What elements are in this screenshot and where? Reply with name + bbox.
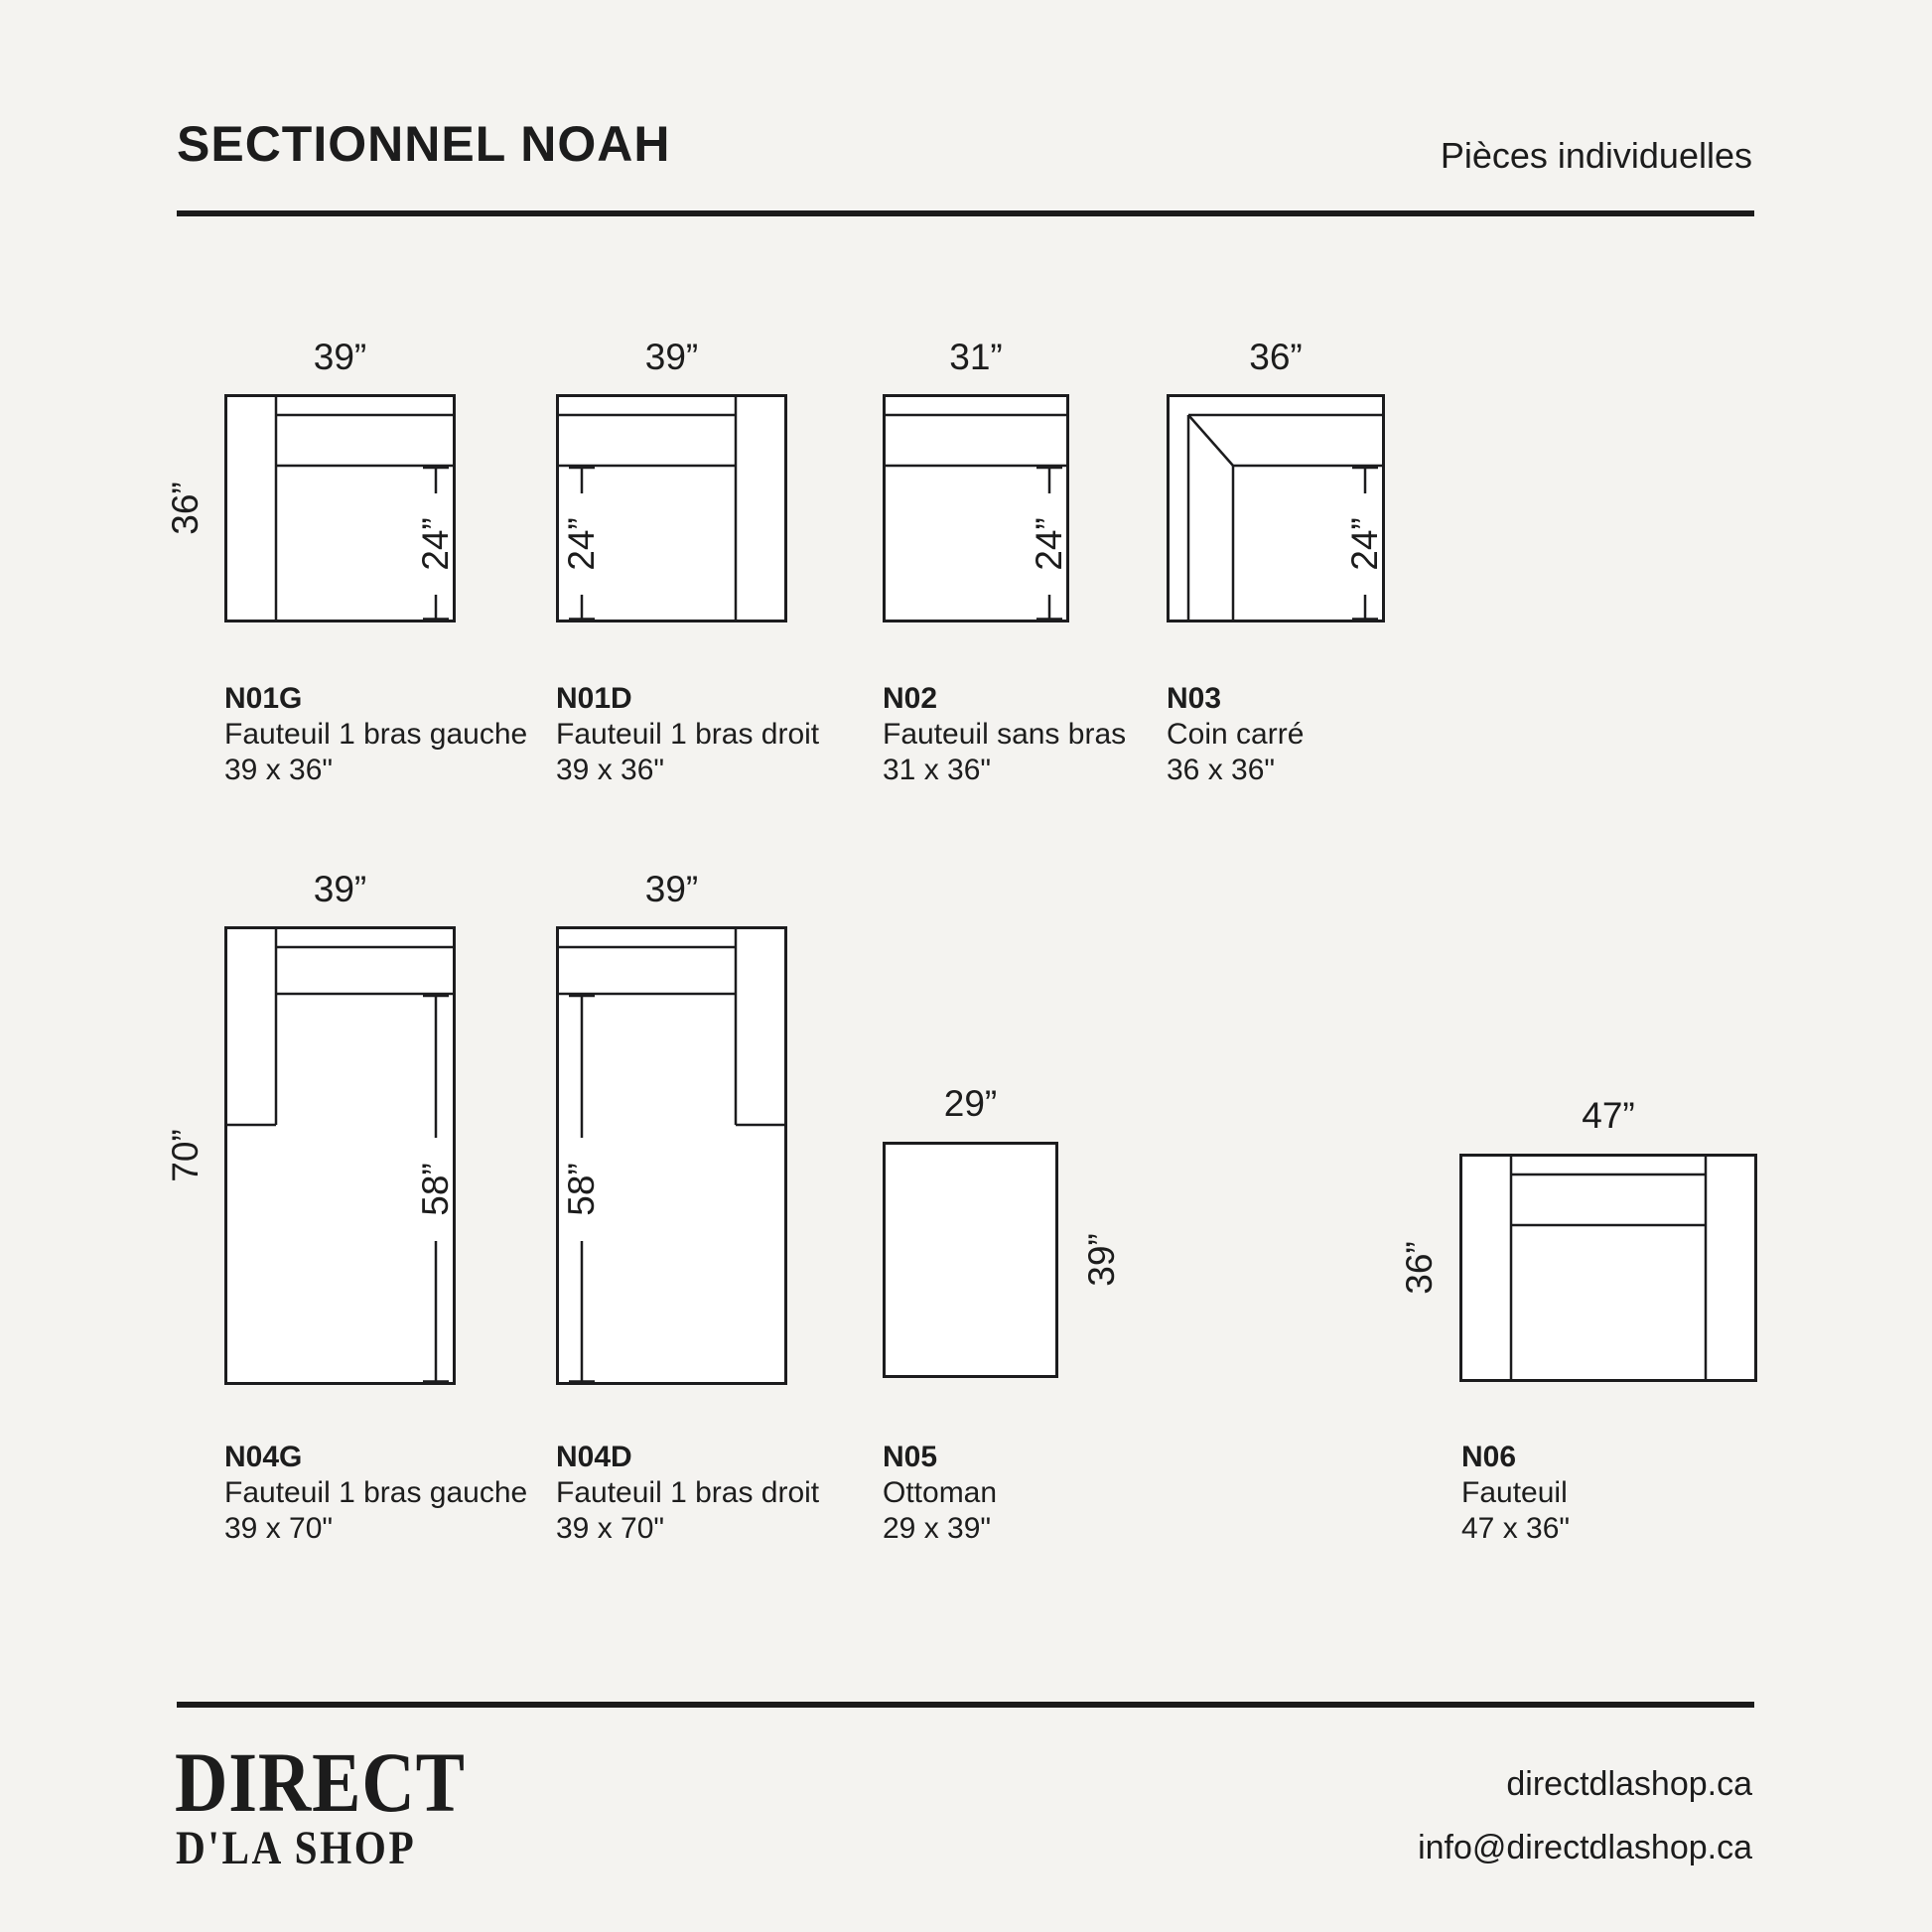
piece-name: Fauteuil 1 bras droit [556, 718, 820, 751]
n06-outline [1461, 1156, 1756, 1381]
piece-name: Fauteuil [1461, 1476, 1568, 1509]
n04g-outline [226, 928, 455, 1384]
piece-size: 29 x 39" [883, 1512, 992, 1545]
n01g-caption [224, 681, 527, 788]
n01d-drawing [556, 394, 787, 622]
piece-code: N02 [883, 682, 938, 715]
n01g-drawing [224, 394, 456, 622]
n05-width-dim: 29” [943, 1083, 998, 1124]
n01g-outline [226, 396, 455, 621]
n04d-drawing [556, 926, 787, 1385]
n05-drawing [883, 1142, 1058, 1378]
piece-size: 39 x 36" [224, 754, 334, 786]
header-rule [177, 210, 1754, 216]
piece-code: N04G [224, 1441, 303, 1473]
n02-width-dim: 31” [949, 337, 1003, 377]
n04g-seat-dim: 58” [415, 1163, 456, 1216]
n02-seat-dim: 24” [1029, 517, 1069, 571]
n02-drawing [883, 394, 1069, 622]
n03-drawing [1167, 394, 1385, 622]
piece-code: N03 [1167, 682, 1222, 715]
n01d-caption [556, 681, 819, 788]
piece-code: N06 [1461, 1441, 1517, 1473]
n01g-width-dim: 39” [313, 337, 367, 377]
n01g-depth-dim: 36” [165, 482, 206, 535]
n05-caption [883, 1440, 997, 1547]
n04d-caption [556, 1440, 819, 1547]
piece-name: Fauteuil 1 bras droit [556, 1476, 820, 1509]
n03-seat-dim: 24” [1344, 517, 1385, 571]
footer-email: info@directdlashop.ca [1418, 1829, 1752, 1866]
page-title: SECTIONNEL NOAH [177, 116, 671, 172]
n04g-depth-dim: 70” [165, 1129, 206, 1182]
piece-name: Ottoman [883, 1476, 998, 1509]
n01d-width-dim: 39” [644, 337, 699, 377]
n04g-width-dim: 39” [313, 869, 367, 909]
piece-size: 39 x 36" [556, 754, 665, 786]
n06-drawing [1459, 1154, 1757, 1382]
n04g-caption [224, 1440, 527, 1547]
brand-logo-line1: DIRECT [175, 1734, 466, 1830]
piece-name: Fauteuil 1 bras gauche [224, 718, 528, 751]
n06-depth-dim: 36” [1399, 1241, 1440, 1295]
n05-depth-dim: 39” [1081, 1233, 1122, 1287]
n01g-seat-dim: 24” [415, 517, 456, 571]
piece-code: N05 [883, 1441, 938, 1473]
brand-logo-line2: D'LA SHOP [176, 1822, 417, 1874]
piece-size: 39 x 70" [224, 1512, 334, 1545]
n01d-outline [558, 396, 786, 621]
piece-size: 47 x 36" [1461, 1512, 1571, 1545]
n03-width-dim: 36” [1249, 337, 1303, 377]
piece-code: N01G [224, 682, 303, 715]
n06-width-dim: 47” [1582, 1095, 1635, 1136]
n01d-seat-dim: 24” [561, 517, 602, 571]
piece-size: 31 x 36" [883, 754, 992, 786]
n05-outline [885, 1144, 1057, 1377]
footer-website: directdlashop.ca [1506, 1765, 1752, 1803]
n03-caption [1167, 681, 1304, 788]
n04g-drawing [224, 926, 456, 1385]
piece-name: Coin carré [1167, 718, 1305, 751]
n04d-seat-dim: 58” [561, 1163, 602, 1216]
piece-name: Fauteuil 1 bras gauche [224, 1476, 528, 1509]
piece-code: N01D [556, 682, 632, 715]
piece-name: Fauteuil sans bras [883, 718, 1127, 751]
n04d-width-dim: 39” [644, 869, 699, 909]
n06-caption [1461, 1440, 1570, 1547]
n02-outline [885, 396, 1068, 621]
piece-size: 39 x 70" [556, 1512, 665, 1545]
footer-rule [177, 1702, 1754, 1708]
page-subtitle: Pièces individuelles [1440, 135, 1752, 176]
piece-size: 36 x 36" [1167, 754, 1276, 786]
n02-caption [883, 681, 1126, 788]
piece-code: N04D [556, 1441, 632, 1473]
